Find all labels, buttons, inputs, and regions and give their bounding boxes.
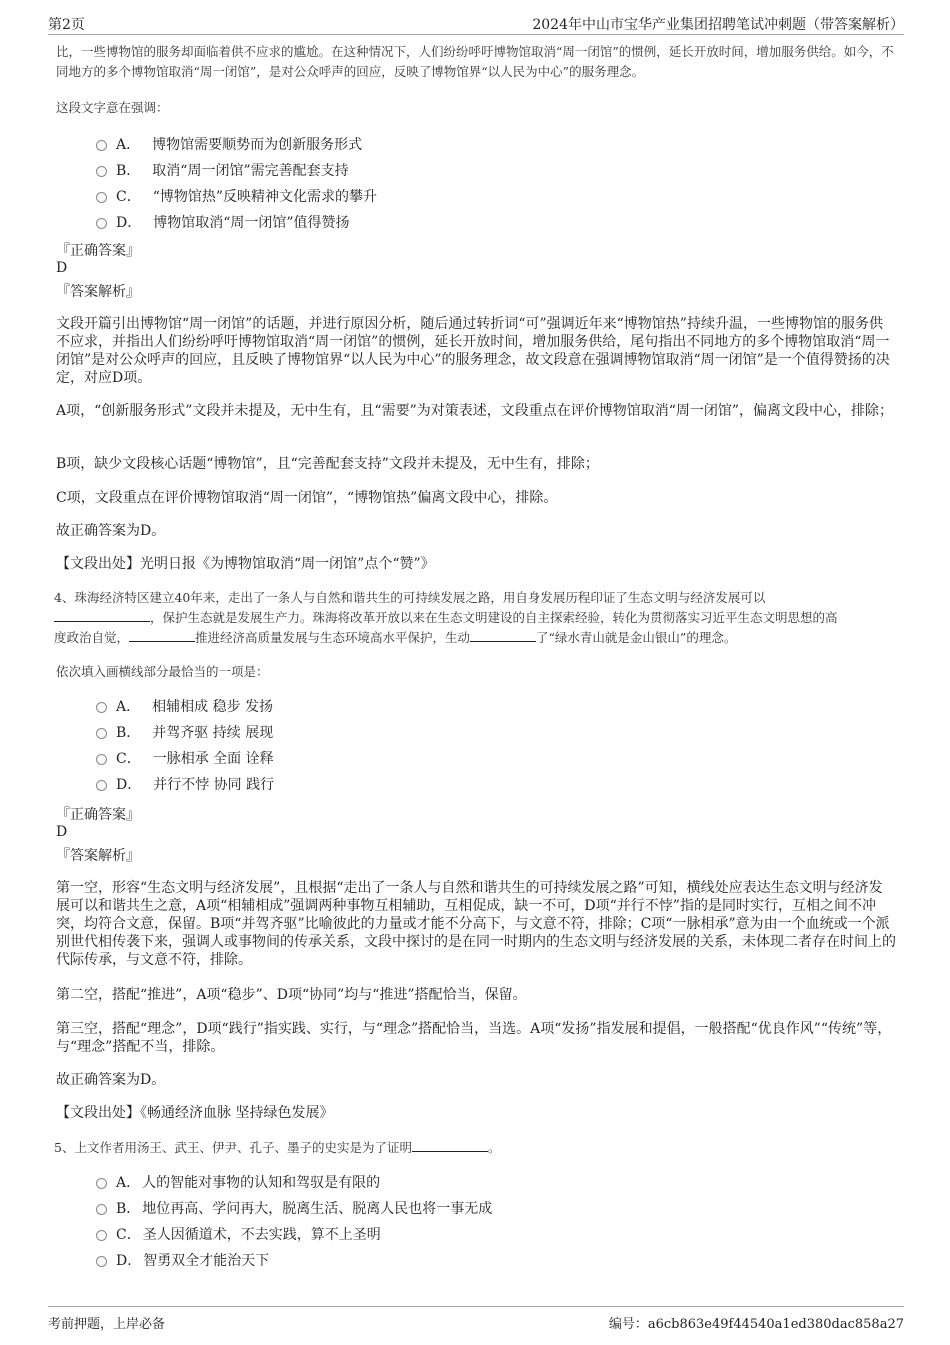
- q3-option-d[interactable]: D． 博物馆取消“周一闭馆”值得赞扬: [96, 212, 350, 234]
- q3-answer-label: 『正确答案』: [56, 243, 140, 259]
- q4-analysis-4: 故正确答案为D。: [56, 1072, 166, 1088]
- radio-icon[interactable]: [96, 166, 107, 177]
- radio-icon[interactable]: [96, 140, 107, 151]
- q4-option-a[interactable]: A． 相辅相成 稳步 发扬: [96, 696, 273, 718]
- q3-option-c[interactable]: C． “博物馆热”反映精神文化需求的攀升: [96, 186, 377, 208]
- q3-stem: [56, 98, 896, 118]
- q4-analysis-3: 第三空，搭配“理念”，D项“践行”指实践、实行，与“理念”搭配恰当，当选。A项“发扬”指发展和提倡，一般搭配“优良作风”“传统”等，与“理念”搭配不当，排除。: [56, 1021, 892, 1055]
- q5-option-d[interactable]: D． 智勇双全才能治天下: [96, 1250, 269, 1272]
- q5-option-c[interactable]: C． 圣人因循道术，不去实践，算不上圣明: [96, 1224, 381, 1246]
- q4-number: 4、: [54, 590, 75, 605]
- document-id: 编号：a6cb863e49f44540a1ed380dac858a27: [608, 1317, 904, 1332]
- q4-analysis-label: 『答案解析』: [56, 848, 140, 864]
- blank[interactable]: [412, 1139, 488, 1152]
- page-header: [48, 12, 904, 35]
- q4-option-d[interactable]: D． 并行不悖 协同 践行: [96, 774, 274, 796]
- document-title: 2024年中山市宝华产业集团招聘笔试冲刺题（带答案解析）: [532, 17, 904, 33]
- q4-option-b[interactable]: B． 并驾齐驱 持续 展现: [96, 722, 273, 744]
- q3-answer: D: [56, 260, 68, 276]
- q3-stem-text: 这段文字意在强调：: [56, 100, 169, 115]
- radio-icon[interactable]: [96, 702, 107, 713]
- radio-icon[interactable]: [96, 218, 107, 229]
- q4-source: 【文段出处】《畅通经济血脉 坚持绿色发展》: [56, 1105, 334, 1121]
- q5-number: 5、: [54, 1140, 75, 1155]
- q3-passage: [56, 42, 896, 82]
- q4-answer: D: [56, 824, 68, 840]
- radio-icon[interactable]: [96, 192, 107, 203]
- blank-2[interactable]: [129, 629, 195, 642]
- q3-passage-text: 比，一些博物馆的服务却面临着供不应求的尴尬。在这种情况下，人们纷纷呼吁博物馆取消“周一闭馆”的惯例，延长开放时间，增加服务供给。如今，不同地方的多个博物馆取消“周一闭馆”，是对公众呼声的回应，反映了博物馆界“以人民为中心”的服务理念。: [56, 44, 894, 79]
- footer-slogan: 考前押题，上岸必备: [48, 1317, 166, 1332]
- radio-icon[interactable]: [96, 1256, 107, 1267]
- blank-3[interactable]: [470, 629, 536, 642]
- q3-source: 【文段出处】光明日报《为博物馆取消“周一闭馆”点个“赞”》: [56, 556, 435, 572]
- page-footer: [48, 1306, 904, 1332]
- q3-option-b[interactable]: B． 取消“周一闭馆”需完善配套支持: [96, 160, 349, 182]
- radio-icon[interactable]: [96, 780, 107, 791]
- q4-analysis-2: 第二空，搭配“推进”，A项“稳步”、D项“协同”均与“推进”搭配恰当，保留。: [56, 987, 527, 1003]
- q3-analysis-2: A项，“创新服务形式”文段并未提及，无中生有，且“需要”为对策表述，文段重点在评价博物馆取消“周一闭馆”，偏离文段中心，排除；: [56, 403, 894, 419]
- blank-1[interactable]: [54, 609, 150, 622]
- radio-icon[interactable]: [96, 1204, 107, 1215]
- q5-option-a[interactable]: A． 人的智能对事物的认知和驾驭是有限的: [96, 1172, 380, 1194]
- radio-icon[interactable]: [96, 754, 107, 765]
- q5-option-b[interactable]: B． 地位再高、学问再大，脱离生活、脱离人民也将一事无成: [96, 1198, 492, 1220]
- q3-analysis-3: B项，缺少文段核心话题“博物馆”，且“完善配套支持”文段并未提及，无中生有，排除；: [56, 456, 599, 472]
- page-number: 第2页: [48, 17, 85, 33]
- q4-option-c[interactable]: C． 一脉相承 全面 诠释: [96, 748, 274, 770]
- q4-analysis-1: 第一空，形容“生态文明与经济发展”，且根据“走出了一条人与自然和谐共生的可持续发展之路”可知，横线处应表达生态文明与经济发展可以和谐共生之意，A项“相辅相成”强调两种事物互相辅助，互相促成，缺一不可，D项“并行不悖”指的是同时实行，互相之间不冲突，均符合文意，保留。B项“并驾齐驱”比喻彼此的力量或才能不分高下，与文意不符，排除；C项“一脉相承”意为由一个血统或一个派别世代相传袭下来，强调人或事物间的传承关系，文段中探讨的是在同一时期内的生态文明与经济发展的关系，未体现二者存在时间上的代际传承，与文意不符，排除。: [56, 880, 896, 968]
- q5-stem: 5、上文作者用汤王、武王、伊尹、孔子、墨子的史实是为了证明 。: [54, 1140, 501, 1155]
- q4-question: 依次填入画横线部分最恰当的一项是：: [56, 664, 269, 679]
- radio-icon[interactable]: [96, 1230, 107, 1241]
- radio-icon[interactable]: [96, 728, 107, 739]
- q3-analysis-5: 故正确答案为D。: [56, 523, 166, 539]
- q3-analysis-label: 『答案解析』: [56, 284, 140, 300]
- radio-icon[interactable]: [96, 1178, 107, 1189]
- q3-option-a[interactable]: A． 博物馆需要顺势而为创新服务形式: [96, 134, 362, 156]
- q4-stem: 4、珠海经济特区建立40年来，走出了一条人与自然和谐共生的可持续发展之路，用自身发展历程印证了生态文明与经济发展可以 ，保护生态就是发展生产力。珠海将改革开放以来在生态文明建设的自主探索经验，转化为贯彻落实习近平生态文明思想的高 度政治自觉， 推进经济高质量发展与生态环境高水平保护，生动 了“绿水青山就是金山银山”的理念。: [54, 590, 838, 645]
- q3-analysis-4: C项，文段重点在评价博物馆取消“周一闭馆”，“博物馆热”偏离文段中心，排除。: [56, 490, 558, 506]
- q3-analysis-1: 文段开篇引出博物馆“周一闭馆”的话题，并进行原因分析，随后通过转折词“可”强调近年来“博物馆热”持续升温，一些博物馆的服务供不应求，并指出人们纷纷呼吁博物馆取消“周一闭馆”的惯例，延长开放时间，增加服务供给，尾句指出不同地方的多个博物馆取消“周一闭馆”是对公众呼声的回应，且反映了博物馆界“以人民为中心”的服务理念，故文段意在强调博物馆取消“周一闭馆”是一个值得赞扬的决定，对应D项。: [56, 316, 890, 386]
- q4-answer-label: 『正确答案』: [56, 807, 140, 823]
